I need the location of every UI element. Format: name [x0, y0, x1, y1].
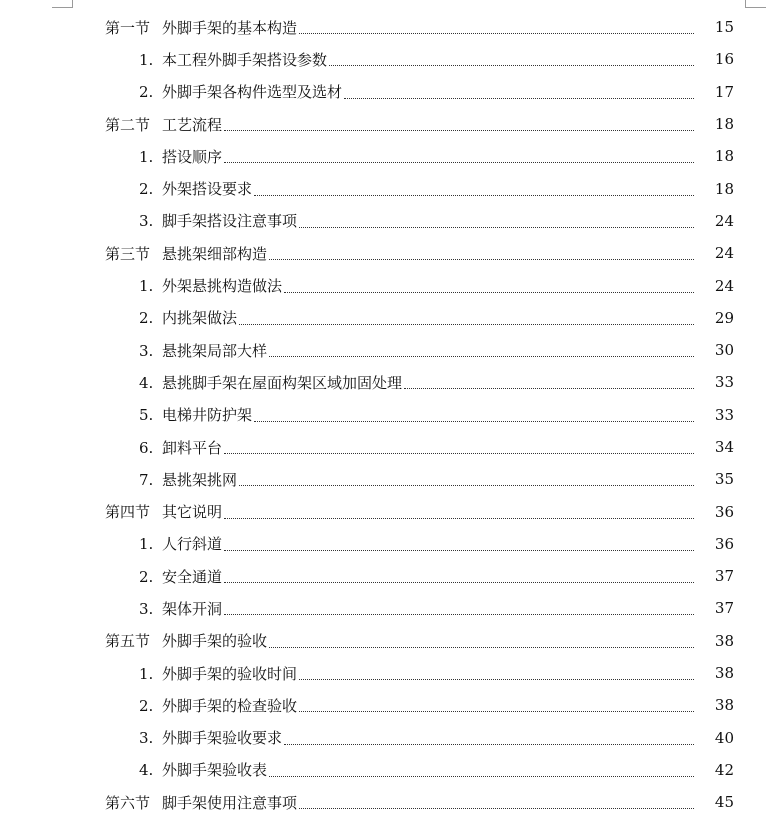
- toc-entry-title: 悬挑脚手架在屋面构架区域加固处理: [162, 373, 403, 392]
- toc-entry-label: [139, 469, 237, 490]
- toc-item-number: 1.: [139, 50, 154, 69]
- toc-entry-label: [105, 17, 297, 38]
- toc-item-number: 1.: [139, 664, 154, 683]
- toc-item-number: 2.: [139, 180, 154, 199]
- toc-item-number: 4.: [139, 761, 154, 780]
- toc-entry-title: 卸料平台: [162, 438, 223, 457]
- toc-item-number: 1.: [139, 277, 154, 296]
- toc-entry-label: [105, 630, 267, 651]
- toc-item-entry[interactable]: [0, 560, 778, 592]
- toc-page-number: 18: [714, 179, 734, 198]
- toc-item-number: 1.: [139, 147, 154, 166]
- toc-chapter-number: 第五节: [105, 632, 151, 651]
- toc-dot-leader: [224, 517, 694, 519]
- toc-section-entry[interactable]: [0, 786, 778, 818]
- toc-entry-label: [139, 210, 297, 231]
- toc-entry-title: 脚手架使用注意事项: [162, 793, 298, 812]
- toc-item-entry[interactable]: [0, 689, 778, 721]
- toc-dot-leader: [239, 323, 694, 325]
- toc-dot-leader: [269, 258, 694, 260]
- toc-entry-title: 架体开洞: [162, 599, 223, 618]
- toc-section-entry[interactable]: [0, 108, 778, 140]
- toc-item-entry[interactable]: [0, 431, 778, 463]
- toc-entry-label: [139, 81, 342, 102]
- toc-entry-title: 悬挑架挑网: [162, 470, 238, 489]
- toc-page-number: 18: [714, 115, 734, 134]
- toc-entry-title: 外脚手架验收表: [162, 761, 268, 780]
- toc-page-number: 38: [714, 696, 734, 715]
- toc-page-number: 35: [714, 470, 734, 489]
- toc-entry-title: 外脚手架的检查验收: [162, 696, 298, 715]
- toc-entry-label: [139, 178, 252, 199]
- toc-page-number: 38: [714, 664, 734, 683]
- toc-page-number: 37: [714, 567, 734, 586]
- toc-entry-title: 其它说明: [162, 503, 223, 522]
- toc-entry-label: [139, 307, 237, 328]
- toc-item-number: 7.: [139, 470, 154, 489]
- toc-dot-leader: [404, 387, 694, 389]
- toc-entry-title: 内挑架做法: [162, 309, 238, 328]
- toc-entry-title: 外脚手架的验收时间: [162, 664, 298, 683]
- toc-entry-title: 外脚手架的验收: [162, 632, 268, 651]
- toc-page-number: 45: [714, 793, 734, 812]
- toc-entry-label: [105, 114, 222, 135]
- toc-item-entry[interactable]: [0, 269, 778, 301]
- toc-entry-label: [139, 663, 297, 684]
- toc-dot-leader: [344, 97, 694, 99]
- toc-entry-label: [139, 404, 252, 425]
- toc-section-entry[interactable]: [0, 625, 778, 657]
- toc-item-number: 3.: [139, 341, 154, 360]
- toc-page-number: 42: [714, 760, 734, 779]
- toc-entry-label: [139, 533, 222, 554]
- toc-entry-label: [139, 372, 402, 393]
- toc-chapter-number: 第三节: [105, 244, 151, 263]
- toc-dot-leader: [224, 581, 694, 583]
- toc-entry-title: 人行斜道: [162, 535, 223, 554]
- toc-item-number: 3.: [139, 729, 154, 748]
- toc-entry-title: 本工程外脚手架搭设参数: [162, 50, 328, 69]
- toc-entry-label: [139, 49, 327, 70]
- toc-entry-label: [139, 275, 282, 296]
- toc-entry-label: [139, 146, 222, 167]
- toc-entry-title: 搭设顺序: [162, 147, 223, 166]
- toc-item-entry[interactable]: [0, 334, 778, 366]
- toc-entry-label: [139, 598, 222, 619]
- toc-entry-title: 工艺流程: [162, 115, 223, 134]
- toc-page-number: 18: [714, 147, 734, 166]
- toc-item-entry[interactable]: [0, 43, 778, 75]
- toc-dot-leader: [299, 710, 694, 712]
- toc-dot-leader: [269, 355, 694, 357]
- toc-item-number: 3.: [139, 599, 154, 618]
- toc-page-number: 34: [714, 438, 734, 456]
- toc-item-entry[interactable]: [0, 399, 778, 431]
- toc-item-entry[interactable]: [0, 172, 778, 204]
- toc-item-entry[interactable]: [0, 302, 778, 334]
- toc-item-number: 3.: [139, 212, 154, 231]
- toc-entry-label: [139, 566, 222, 587]
- toc-entry-label: [139, 340, 267, 361]
- toc-dot-leader: [299, 226, 694, 228]
- toc-item-number: 2.: [139, 696, 154, 715]
- toc-item-entry[interactable]: [0, 528, 778, 560]
- toc-dot-leader: [284, 291, 694, 293]
- toc-item-entry[interactable]: [0, 754, 778, 786]
- toc-entry-label: [139, 759, 267, 780]
- toc-dot-leader: [329, 64, 694, 66]
- toc-entry-label: [139, 695, 297, 716]
- toc-item-entry[interactable]: [0, 657, 778, 689]
- toc-section-entry[interactable]: [0, 495, 778, 527]
- toc-entry-title: 外脚手架的基本构造: [162, 18, 298, 37]
- toc-entry-label: [139, 727, 282, 748]
- toc-entry-label: [105, 792, 297, 813]
- toc-entry-title: 悬挑架局部大样: [162, 341, 268, 360]
- toc-dot-leader: [224, 549, 694, 551]
- toc-chapter-number: 第六节: [105, 793, 151, 812]
- toc-page-number: 29: [714, 308, 734, 327]
- toc-item-number: 1.: [139, 535, 154, 554]
- page-corner-mark-left: [52, 0, 73, 8]
- toc-page-number: 33: [714, 405, 734, 424]
- toc-dot-leader: [269, 775, 694, 777]
- toc-item-number: 2.: [139, 83, 154, 102]
- toc-page-number: 36: [714, 502, 734, 521]
- toc-page-number: 37: [714, 599, 734, 618]
- toc-dot-leader: [224, 452, 694, 454]
- toc-item-entry[interactable]: [0, 366, 778, 398]
- toc-entry-title: 外脚手架各构件选型及选材: [162, 83, 343, 102]
- toc-item-entry[interactable]: [0, 76, 778, 108]
- toc-dot-leader: [299, 678, 694, 680]
- toc-page-number: 33: [714, 373, 734, 392]
- toc-entry-title: 外架搭设要求: [162, 180, 253, 199]
- toc-entry-title: 外架悬挑构造做法: [162, 277, 283, 296]
- toc-page-number: 38: [714, 631, 734, 650]
- toc-entry-title: 脚手架搭设注意事项: [162, 212, 298, 231]
- toc-entry-title: 电梯井防护架: [162, 406, 253, 425]
- toc-entry-label: [139, 437, 222, 458]
- toc-section-entry[interactable]: [0, 11, 778, 43]
- page-corner-mark-right: [745, 0, 766, 8]
- toc-dot-leader: [224, 129, 694, 131]
- toc-dot-leader: [224, 613, 694, 615]
- table-of-contents: [0, 11, 778, 818]
- toc-item-entry[interactable]: [0, 592, 778, 624]
- toc-item-number: 6.: [139, 438, 154, 457]
- toc-item-number: 4.: [139, 373, 154, 392]
- toc-item-entry[interactable]: [0, 205, 778, 237]
- toc-section-entry[interactable]: [0, 237, 778, 269]
- toc-chapter-number: 第四节: [105, 503, 151, 522]
- toc-entry-title: 安全通道: [162, 567, 223, 586]
- toc-dot-leader: [299, 32, 694, 34]
- toc-chapter-number: 第一节: [105, 18, 151, 37]
- toc-page-number: 24: [714, 244, 734, 263]
- toc-dot-leader: [269, 646, 694, 648]
- toc-item-entry[interactable]: [0, 463, 778, 495]
- toc-page-number: 40: [714, 728, 734, 747]
- toc-item-number: 2.: [139, 567, 154, 586]
- toc-dot-leader: [299, 807, 694, 809]
- toc-entry-title: 外脚手架验收要求: [162, 729, 283, 748]
- toc-page-number: 15: [714, 18, 734, 37]
- toc-item-entry[interactable]: [0, 140, 778, 172]
- toc-entry-label: [105, 243, 267, 264]
- toc-entry-title: 悬挑架细部构造: [162, 244, 268, 263]
- toc-dot-leader: [254, 420, 694, 422]
- toc-entry-label: [105, 501, 222, 522]
- toc-page-number: 16: [714, 50, 734, 69]
- toc-page-number: 24: [714, 276, 734, 295]
- toc-dot-leader: [284, 743, 694, 745]
- toc-page-number: 17: [714, 82, 734, 101]
- toc-page-number: 30: [714, 341, 734, 360]
- toc-page-number: 24: [714, 211, 734, 230]
- toc-dot-leader: [224, 161, 694, 163]
- toc-item-entry[interactable]: [0, 722, 778, 754]
- toc-item-number: 2.: [139, 309, 154, 328]
- toc-dot-leader: [254, 194, 694, 196]
- toc-page-number: 36: [714, 534, 734, 553]
- toc-dot-leader: [239, 484, 694, 486]
- toc-chapter-number: 第二节: [105, 115, 151, 134]
- toc-item-number: 5.: [139, 406, 154, 425]
